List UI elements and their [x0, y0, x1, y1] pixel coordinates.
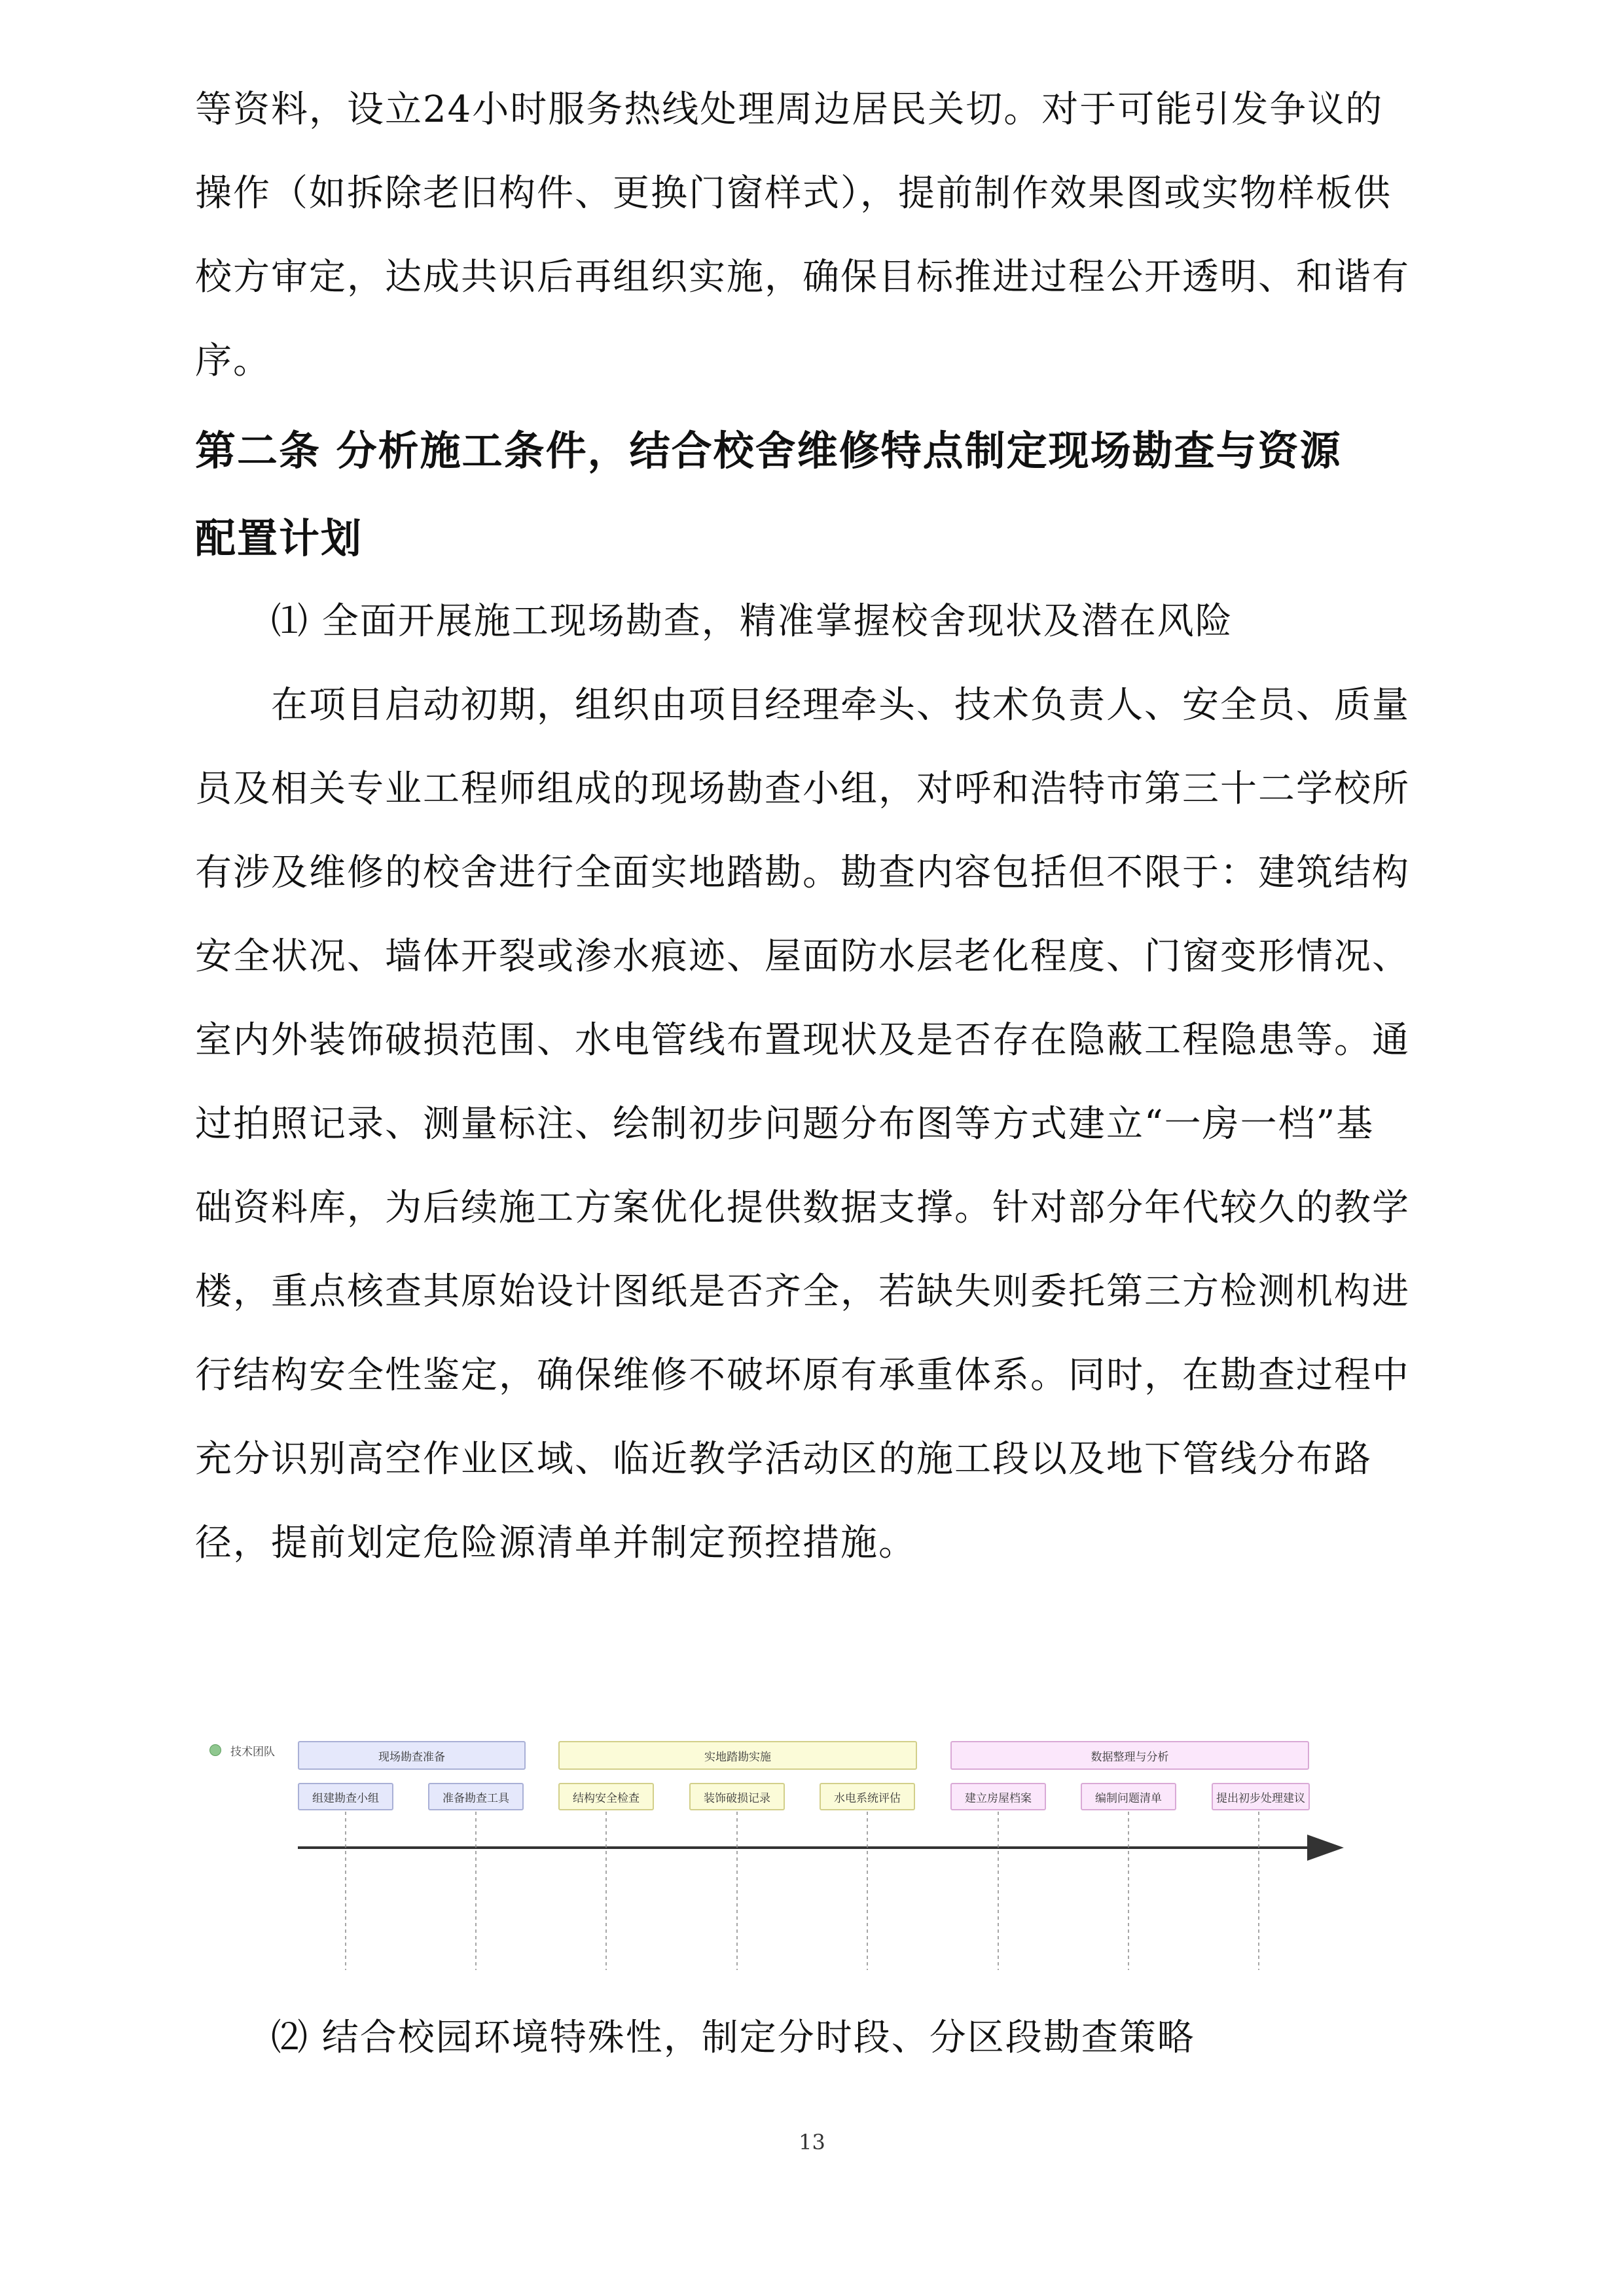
paragraph-line: 径，提前划定危险源清单并制定预控措施。: [195, 1522, 916, 1564]
paragraph-line: 员及相关专业工程师组成的现场勘查小组，对呼和浩特市第三十二学校所: [195, 768, 1410, 810]
subheading-1: ⑴ 全面开展施工现场勘查，精准掌握校舍现状及潜在风险: [271, 600, 1233, 643]
task-box: 提出初步处理建议: [1212, 1783, 1310, 1810]
task-box: 组建勘查小组: [298, 1783, 393, 1810]
phase-box: 实地踏勘实施: [558, 1741, 917, 1770]
intro-line: 校方审定，达成共识后再组织实施，确保目标推进过程公开透明、和谐有: [195, 256, 1410, 298]
paragraph-line: 室内外装饰破损范围、水电管线布置现状及是否存在隐蔽工程隐患等。通: [195, 1019, 1410, 1062]
task-box: 水电系统评估: [820, 1783, 915, 1810]
task-box: 结构安全检查: [558, 1783, 654, 1810]
paragraph-line: 行结构安全性鉴定，确保维修不破坏原有承重体系。同时，在勘查过程中: [195, 1354, 1410, 1397]
paragraph-line: 在项目启动初期，组织由项目经理牵头、技术负责人、安全员、质量: [271, 684, 1410, 726]
heading-line: 第二条 分析施工条件，结合校舍维修特点制定现场勘查与资源: [195, 427, 1342, 475]
survey-timeline-diagram: [196, 1728, 1348, 1977]
survey-paragraph: [195, 664, 1432, 1585]
paragraph-line: 楼，重点核查其原始设计图纸是否齐全，若缺失则委托第三方检测机构进: [195, 1270, 1410, 1313]
paragraph-line: 有涉及维修的校舍进行全面实地踏勘。勘查内容包括但不限于：建筑结构: [195, 852, 1410, 894]
phase-box: 现场勘查准备: [298, 1741, 526, 1770]
paragraph-line: 安全状况、墙体开裂或渗水痕迹、屋面防水层老化程度、门窗变形情况、: [195, 935, 1410, 978]
phase-box: 数据整理与分析: [950, 1741, 1309, 1770]
intro-line: 等资料，设立24小时服务热线处理周边居民关切。对于可能引发争议的: [195, 88, 1384, 131]
legend-dot-icon: [209, 1744, 221, 1756]
paragraph-line: 充分识别高空作业区域、临近教学活动区的施工段以及地下管线分布路: [195, 1438, 1372, 1480]
intro-line: 序。: [195, 340, 271, 382]
heading-line: 配置计划: [195, 514, 363, 562]
task-box: 准备勘查工具: [428, 1783, 524, 1810]
task-box: 建立房屋档案: [950, 1783, 1046, 1810]
task-box: 编制问题清单: [1081, 1783, 1176, 1810]
legend-label: 技术团队: [230, 1746, 275, 1759]
task-box: 装饰破损记录: [689, 1783, 785, 1810]
page-number: 13: [799, 2130, 825, 2155]
paragraph-line: 过拍照记录、测量标注、绘制初步问题分布图等方式建立“一房一档”基: [195, 1103, 1375, 1145]
intro-line: 操作（如拆除老旧构件、更换门窗样式），提前制作效果图或实物样板供: [195, 172, 1392, 215]
subheading-2: ⑵ 结合校园环境特殊性，制定分时段、分区段勘查策略: [271, 2017, 1195, 2059]
intro-paragraph: [195, 68, 1432, 403]
paragraph-line: 础资料库，为后续施工方案优化提供数据支撑。针对部分年代较久的教学: [195, 1187, 1410, 1229]
section-heading: [195, 407, 1432, 583]
